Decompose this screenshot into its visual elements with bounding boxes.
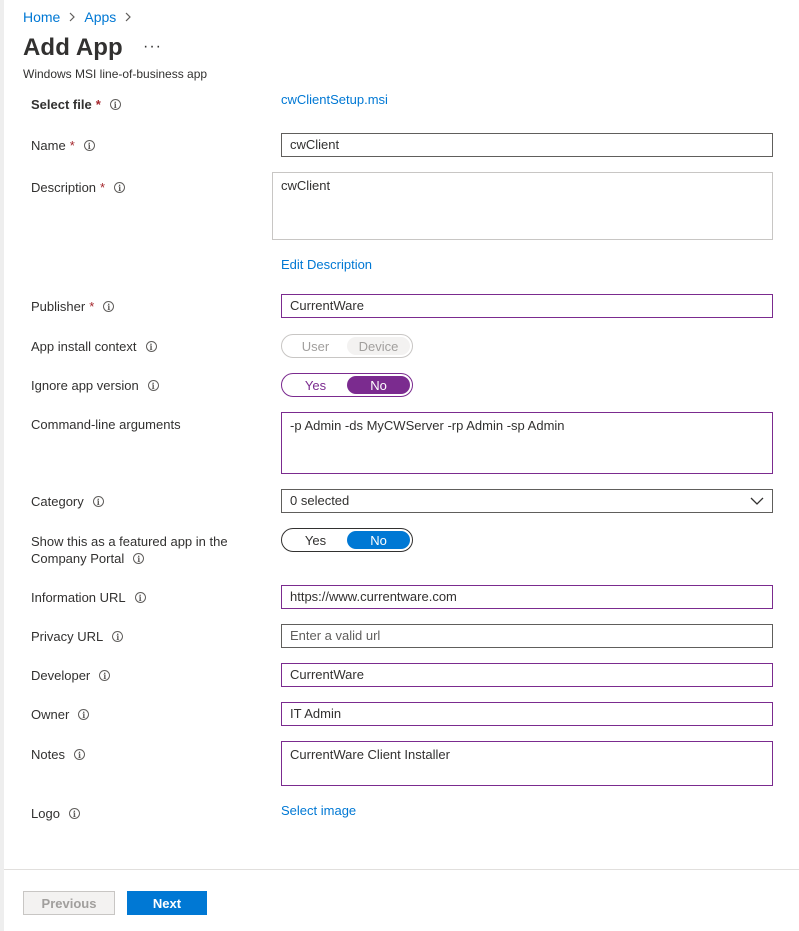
featured-yes[interactable]: Yes: [304, 532, 327, 548]
page-title: Add App: [23, 34, 123, 61]
info-icon[interactable]: i: [110, 99, 121, 110]
name-input[interactable]: cwClient: [281, 133, 773, 157]
publisher-label: Publisher * i: [31, 299, 114, 314]
info-icon[interactable]: i: [133, 553, 144, 564]
info-icon[interactable]: i: [69, 808, 80, 819]
ignore-version-label: Ignore app version i: [31, 378, 159, 393]
notes-label: Notes i: [31, 747, 85, 762]
page-subtitle: Windows MSI line-of-business app: [23, 67, 208, 81]
chevron-down-icon: [750, 494, 764, 508]
publisher-input[interactable]: CurrentWare: [281, 294, 773, 318]
category-label: Category i: [31, 494, 104, 509]
previous-button[interactable]: Previous: [23, 891, 115, 915]
select-file-label: Select file * i: [31, 97, 121, 112]
breadcrumb-apps[interactable]: Apps: [84, 9, 117, 25]
featured-label: Show this as a featured app in the Company Portal i: [31, 534, 228, 566]
info-icon[interactable]: i: [146, 341, 157, 352]
info-icon[interactable]: i: [148, 380, 159, 391]
category-value: 0 selected: [290, 493, 350, 508]
description-textarea[interactable]: cwClient: [272, 172, 773, 240]
info-icon[interactable]: i: [99, 670, 110, 681]
info-icon[interactable]: i: [93, 496, 104, 507]
required-marker: *: [95, 97, 101, 112]
category-dropdown[interactable]: [281, 489, 773, 513]
more-options-icon[interactable]: ···: [143, 38, 162, 55]
info-icon[interactable]: i: [84, 140, 95, 151]
select-image-link[interactable]: Select image: [281, 803, 357, 818]
info-url-input[interactable]: https://www.currentware.com: [281, 585, 773, 609]
chevron-right-icon: [67, 12, 77, 22]
owner-label: Owner i: [31, 707, 89, 722]
info-icon[interactable]: i: [74, 749, 85, 760]
ignore-version-no[interactable]: No: [347, 376, 410, 394]
chevron-right-icon: [123, 12, 133, 22]
privacy-url-label: Privacy URL i: [31, 629, 123, 644]
required-marker: *: [89, 299, 95, 314]
info-icon[interactable]: i: [135, 592, 146, 603]
install-context-toggle[interactable]: [281, 334, 413, 358]
breadcrumb: [23, 8, 140, 26]
select-file-link[interactable]: cwClientSetup.msi: [281, 92, 388, 107]
ignore-version-yes[interactable]: Yes: [304, 377, 327, 393]
info-icon[interactable]: i: [103, 301, 114, 312]
developer-label: Developer i: [31, 668, 110, 683]
privacy-url-input[interactable]: Enter a valid url: [281, 624, 773, 648]
info-icon[interactable]: i: [112, 631, 123, 642]
featured-toggle[interactable]: [281, 528, 413, 552]
footer-divider: [4, 869, 799, 870]
name-label: Name * i: [31, 138, 95, 153]
owner-input[interactable]: IT Admin: [281, 702, 773, 726]
next-button[interactable]: Next: [127, 891, 207, 915]
cmdline-label: Command-line arguments: [31, 417, 181, 432]
logo-label: Logo i: [31, 806, 80, 821]
developer-input[interactable]: CurrentWare: [281, 663, 773, 687]
install-context-device[interactable]: Device: [347, 337, 410, 355]
install-context-label: App install context i: [31, 339, 157, 354]
ignore-version-toggle[interactable]: [281, 373, 413, 397]
info-icon[interactable]: i: [78, 709, 89, 720]
info-icon[interactable]: i: [114, 182, 125, 193]
left-rail: [0, 0, 4, 931]
info-url-label: Information URL i: [31, 590, 146, 605]
breadcrumb-home[interactable]: Home: [23, 9, 61, 25]
install-context-user[interactable]: User: [301, 338, 330, 354]
required-marker: *: [100, 180, 106, 195]
featured-no[interactable]: No: [347, 531, 410, 549]
description-label: Description * i: [31, 180, 125, 195]
edit-description-link[interactable]: Edit Description: [281, 257, 373, 272]
required-marker: *: [69, 138, 75, 153]
notes-textarea[interactable]: CurrentWare Client Installer: [281, 741, 773, 786]
cmdline-textarea[interactable]: -p Admin -ds MyCWServer -rp Admin -sp Admin: [281, 412, 773, 474]
